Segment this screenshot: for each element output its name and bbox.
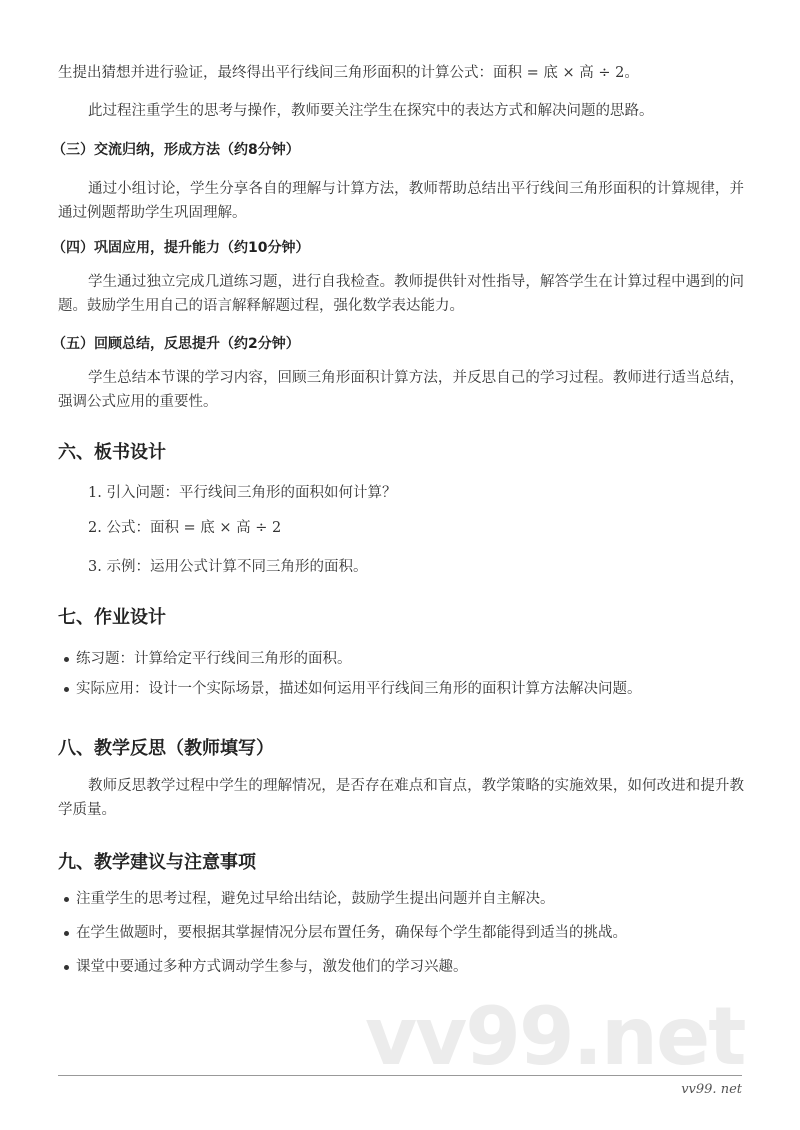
subheading: （四）巩固应用，提升能力（约10分钟） [52, 240, 310, 256]
list-item-text: 注重学生的思考过程，避免过早给出结论，鼓励学生提出问题并自主解决。 [76, 891, 555, 907]
paragraph: 生提出猜想并进行验证，最终得出平行线间三角形面积的计算公式：面积 = 底 × 高 ÷ 2。 [58, 65, 639, 81]
bullet-icon [64, 931, 69, 936]
bullet-icon [64, 897, 69, 902]
bullet-icon [64, 657, 69, 662]
footer-divider [58, 1075, 742, 1076]
list-item [64, 677, 642, 701]
footer-text: vv99. net [681, 1082, 742, 1097]
section-heading: 七、作业设计 [58, 607, 166, 628]
section-heading: 六、板书设计 [58, 442, 166, 463]
list-item-text: 实际应用：设计一个实际场景，描述如何运用平行线间三角形的面积计算方法解决问题。 [76, 681, 642, 697]
paragraph: 学生通过独立完成几道练习题，进行自我检查。教师提供针对性指导，解答学生在计算过程中遇到的问题。鼓励学生用自己的语言解释解题过程，强化数学表达能力。 [58, 274, 744, 314]
paragraph: 通过小组讨论，学生分享各自的理解与计算方法，教师帮助总结出平行线间三角形面积的计算规律，并通过例题帮助学生巩固理解。 [58, 181, 744, 221]
bullet-icon [64, 687, 69, 692]
list-item [64, 955, 468, 979]
section-heading: 九、教学建议与注意事项 [58, 852, 256, 873]
subheading: （三）交流归纳，形成方法（约8分钟） [52, 142, 300, 158]
list-item [64, 887, 555, 911]
list-item: 3. 示例：运用公式计算不同三角形的面积。 [88, 559, 368, 575]
list-item-text: 课堂中要通过多种方式调动学生参与，激发他们的学习兴趣。 [76, 959, 468, 975]
paragraph: 教师反思教学过程中学生的理解情况，是否存在难点和盲点，教学策略的实施效果，如何改进和提升教学质量。 [58, 778, 744, 818]
subheading: （五）回顾总结，反思提升（约2分钟） [52, 336, 300, 352]
list-item-text: 练习题：计算给定平行线间三角形的面积。 [76, 651, 352, 667]
paragraph: 此过程注重学生的思考与操作，教师要关注学生在探究中的表达方式和解决问题的思路。 [88, 103, 654, 119]
list-item: 1. 引入问题：平行线间三角形的面积如何计算？ [88, 485, 397, 501]
paragraph: 学生总结本节课的学习内容，回顾三角形面积计算方法，并反思自己的学习过程。教师进行适当总结，强调公式应用的重要性。 [58, 370, 744, 410]
list-item-text: 在学生做题时，要根据其掌握情况分层布置任务，确保每个学生都能得到适当的挑战。 [76, 925, 627, 941]
bullet-icon [64, 965, 69, 970]
section-heading: 八、教学反思（教师填写） [58, 738, 274, 759]
list-item [64, 921, 627, 945]
watermark: vv99.net [365, 990, 745, 1083]
list-item: 2. 公式：面积 = 底 × 高 ÷ 2 [88, 520, 282, 536]
list-item [64, 647, 352, 671]
